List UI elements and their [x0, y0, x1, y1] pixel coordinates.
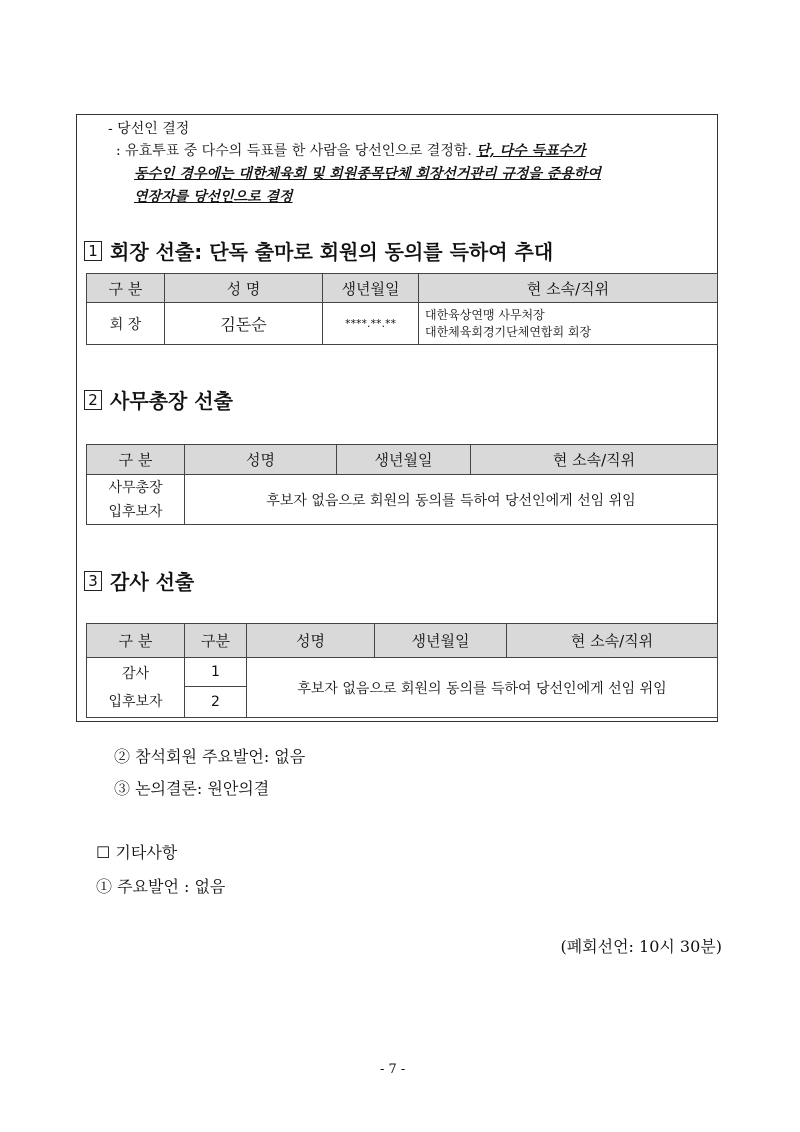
- table-row: [87, 658, 718, 687]
- decision-line-3: 연장자를 당선인으로 결정: [134, 189, 293, 205]
- header-category: 구 분: [87, 274, 165, 303]
- section-2-table: [86, 444, 718, 525]
- category-line-2: 입후보자: [108, 503, 163, 520]
- other-item-1: ① 주요발언 : 없음: [96, 877, 226, 896]
- cell-sub-2: 2: [185, 687, 247, 718]
- table-row: [87, 303, 718, 345]
- closing-declaration: (폐회선언: 10시 30분): [560, 937, 722, 956]
- decision-line-2: 동수인 경우에는 대한체육회 및 회원종목단체 회장선거관리 규정을 준용하여: [134, 166, 601, 182]
- decision-heading: - 당선인 결정: [108, 121, 190, 137]
- cell-category: [87, 475, 185, 525]
- header-category: 구 분: [87, 624, 185, 658]
- section-3-title-text: 감사 선출: [110, 570, 195, 594]
- header-name: 성명: [185, 445, 337, 475]
- header-name: 성명: [247, 624, 375, 658]
- table-row: [87, 475, 718, 525]
- header-position: 현 소속/직위: [471, 445, 718, 475]
- header-position: 현 소속/직위: [507, 624, 718, 658]
- category-line-2: 입후보자: [108, 693, 163, 710]
- decision-line-1-underlined: 단, 다수 득표수가: [476, 143, 586, 159]
- header-birth: 생년월일: [337, 445, 471, 475]
- category-line-1: 감사: [121, 665, 150, 682]
- decision-line-1: [116, 140, 586, 160]
- cell-name: 김돈순: [165, 303, 323, 345]
- header-name: 성 명: [165, 274, 323, 303]
- section-2-title-text: 사무총장 선출: [110, 389, 233, 413]
- cell-category: 회 장: [87, 303, 165, 345]
- header-birth: 생년월일: [375, 624, 507, 658]
- section-3-title: [84, 566, 194, 595]
- header-birth: 생년월일: [323, 274, 419, 303]
- table-header-row: [87, 445, 718, 475]
- table-header-row: [87, 624, 718, 658]
- cell-sub-1: 1: [185, 658, 247, 687]
- note-item-2: ② 참석회원 주요발언: 없음: [114, 747, 306, 766]
- cell-position: [419, 303, 718, 345]
- table-header-row: [87, 274, 718, 303]
- section-1-table: [86, 273, 718, 345]
- page-number: - 7 -: [380, 1062, 406, 1077]
- section-3-table: [86, 623, 718, 718]
- position-line-1: 대한육상연맹 사무처장: [425, 307, 545, 322]
- section-1-title-text: 회장 선출: 단독 출마로 회원의 동의를 득하여 추대: [110, 240, 554, 264]
- section-3-number: 3: [84, 571, 102, 591]
- cell-category: [87, 658, 185, 718]
- header-category: 구 분: [87, 445, 185, 475]
- section-2-number: 2: [84, 390, 102, 410]
- header-position: 현 소속/직위: [419, 274, 718, 303]
- cell-note: 후보자 없음으로 회원의 동의를 득하여 당선인에게 선임 위임: [247, 658, 718, 718]
- decision-line-1-plain: : 유효투표 중 다수의 득표를 한 사람을 당선인으로 결정함.: [116, 143, 477, 159]
- section-1-title: [84, 236, 553, 265]
- cell-note: 후보자 없음으로 회원의 동의를 득하여 당선인에게 선임 위임: [185, 475, 718, 525]
- header-sub: 구분: [185, 624, 247, 658]
- other-heading: ☐ 기타사항: [96, 843, 178, 862]
- cell-birth: ****.**.**: [323, 303, 419, 345]
- section-1-number: 1: [84, 241, 102, 261]
- category-line-1: 사무총장: [108, 479, 163, 496]
- note-item-3: ③ 논의결론: 원안의결: [114, 779, 270, 798]
- section-2-title: [84, 385, 233, 414]
- position-line-2: 대한체육회경기단체연합회 회장: [425, 324, 592, 339]
